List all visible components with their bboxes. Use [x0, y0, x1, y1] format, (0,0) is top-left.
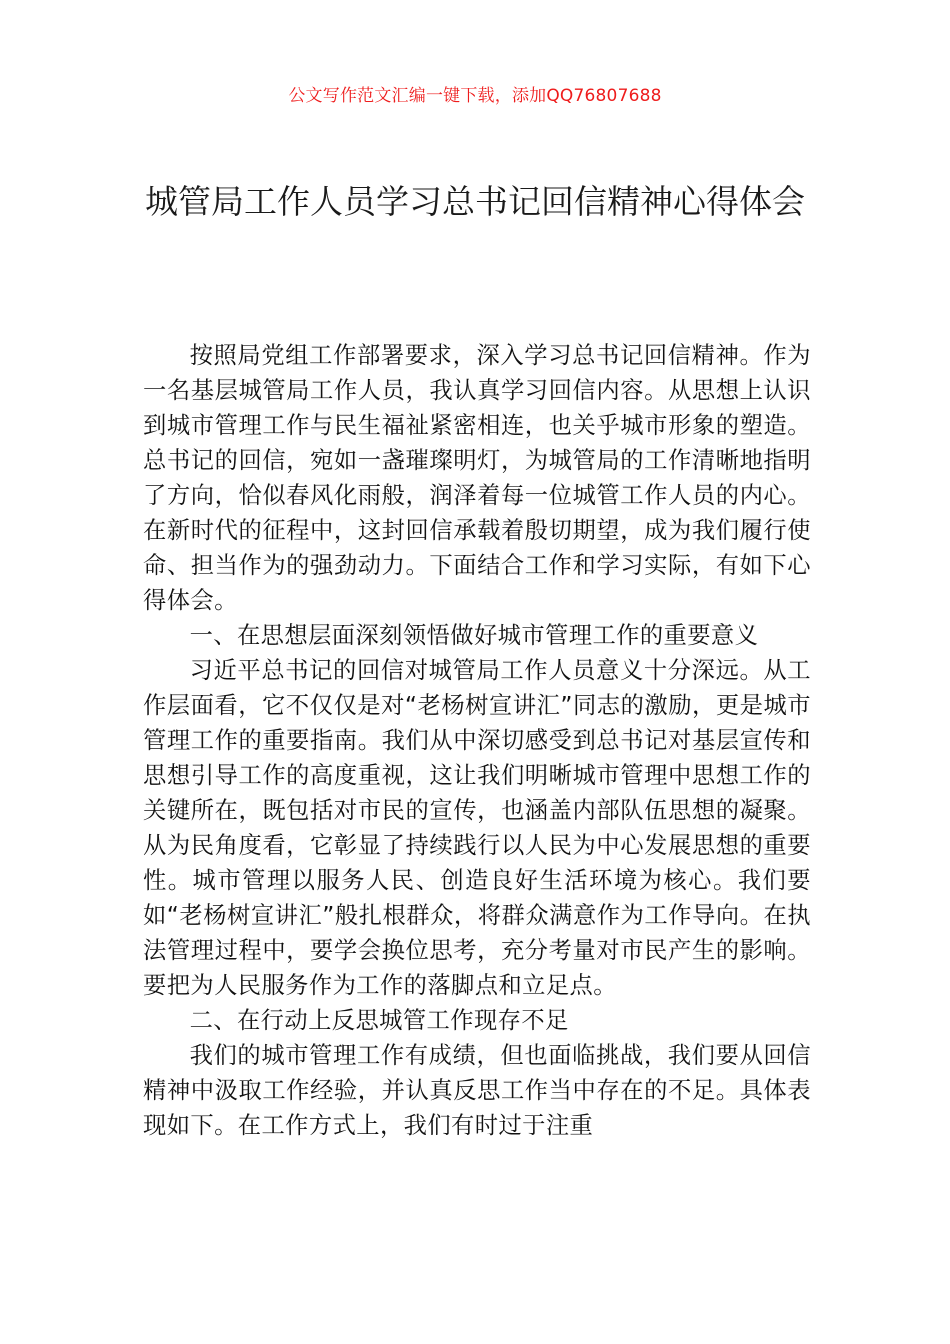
paragraph-intro: 按照局党组工作部署要求，深入学习总书记回信精神。作为一名基层城管局工作人员，我认真学习回信内容。从思想上认识到城市管理工作与民生福祉紧密相连，也关乎城市形象的塑造。总书记的回信，宛如一盏璀璨明灯，为城管局的工作清晰地指明了方向，恰似春风化雨般，润泽着每一位城管工作人员的内心。在新时代的征程中，这封回信承载着殷切期望，成为我们履行使命、担当作为的强劲动力。下面结合工作和学习实际，有如下心得体会。	[143, 342, 811, 614]
document-title: 城管局工作人员学习总书记回信精神心得体会	[145, 182, 805, 221]
document-body	[143, 338, 811, 1143]
section-heading-1: 一、在思想层面深刻领悟做好城市管理工作的重要意义	[189, 622, 759, 649]
section-heading-2: 二、在行动上反思城管工作现存不足	[189, 1007, 569, 1034]
paragraph-section-2: 我们的城市管理工作有成绩，但也面临挑战，我们要从回信精神中汲取工作经验，并认真反思工作当中存在的不足。具体表现如下。在工作方式上，我们有时过于注重	[143, 1042, 811, 1139]
download-banner: 公文写作范文汇编一键下载，添加QQ76807688	[288, 86, 662, 106]
paragraph-section-1: 习近平总书记的回信对城管局工作人员意义十分深远。从工作层面看，它不仅仅是对“老杨树宣讲汇”同志的激励，更是城市管理工作的重要指南。我们从中深切感受到总书记对基层宣传和思想引导工作的高度重视，这让我们明晰城市管理中思想工作的关键所在，既包括对市民的宣传，也涵盖内部队伍思想的凝聚。从为民角度看，它彰显了持续践行以人民为中心发展思想的重要性。城市管理以服务人民、创造良好生活环境为核心。我们要如“老杨树宣讲汇”般扎根群众，将群众满意作为工作导向。在执法管理过程中，要学会换位思考，充分考量对市民产生的影响。要把为人民服务作为工作的落脚点和立足点。	[143, 657, 811, 999]
